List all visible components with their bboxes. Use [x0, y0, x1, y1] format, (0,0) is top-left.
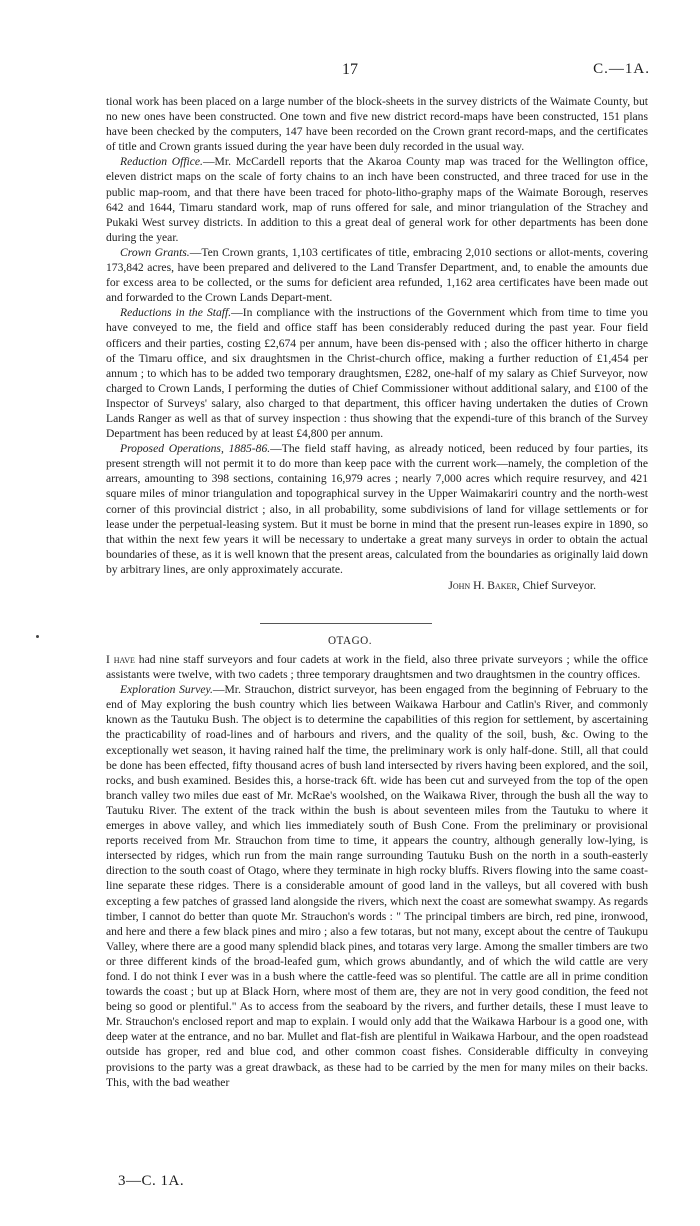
document-reference: C.—1A.: [593, 61, 650, 77]
otago-intro-text: had nine staff surveyors and four cadets at work in the field, also three private surveyors ; while the office assistants were twelve, with two cadets ; three temporary draughtsmen and two draughtsmen in the country offices.: [106, 653, 648, 682]
paragraph-otago-intro: [106, 652, 648, 682]
otago-heading: OTAGO.: [327, 635, 373, 647]
signature-name: John H. Baker: [448, 579, 517, 592]
signature-title: , Chief Surveyor.: [516, 579, 596, 592]
page-header: [0, 62, 700, 82]
reduction-office-heading: Reduction Office.: [120, 155, 203, 169]
page-number: 17: [342, 61, 358, 78]
paragraph-intro-text: tional work has been placed on a large number of the block-sheets in the survey districts of the Waimate County, but no new ones have been constructed. One town and five new district record-maps have been constructed, 151 plans have been checked by the computers, 147 have been recorded on the Crown grant record-maps, and the certificates of title and Crown grants issued during the year have been duly recorded in the usual way.: [106, 95, 648, 154]
canterbury-section: [106, 94, 648, 593]
section-divider: [260, 623, 432, 624]
otago-section: [106, 652, 648, 1090]
staff-reductions-text: —In compliance with the instructions of the Government which from time to time you have conveyed to me, the field and office staff has been considerably reduced during the past year. Four field officers and their parties, costing £2,674 per annum, have been dis-pensed with ; also the officer hitherto in charge of the Timaru office, and six draughtsmen in the Christ-church office, making a further reduction of £1,454 per annum ; to which has to be added two temporary draughtsmen, £282, one-half of my salary as Chief Surveyor, now charged to Crown Lands, I performing the duties of Chief Commissioner without additional salary, and £100 of the Inspector of Surveys' salary, also charged to that department, this officer having undertaken the duties of Crown Lands Ranger as well as that of survey inspection : thus showing that the expendi-ture of this branch of the Survey Department has been reduced by at least £4,800 per annum.: [106, 306, 648, 441]
signature-mark: 3—C. 1A.: [118, 1173, 185, 1189]
reduction-office-text: —Mr. McCardell reports that the Akaroa County map was traced for the Wellington office, eleven district maps on the scale of forty chains to an inch have been constructed, and three traced for use in the public map-room, and that there have been traced for photo-litho-graphy maps of the Waimate Borough, reserves 642 and 1644, Timaru standard work, map of runs offered for sale, and minor triangulation of the Strachey and Pukaki West survey districts. In addition to this a great deal of general work for other departments has been done during the year.: [106, 155, 648, 244]
signature-line: [106, 578, 648, 593]
paragraph-proposed-operations: [106, 441, 648, 577]
exploration-survey-heading: Exploration Survey.: [120, 683, 213, 697]
staff-reductions-heading: Reductions in the Staff.: [120, 306, 232, 320]
crown-grants-text: —Ten Crown grants, 1,103 certificates of title, embracing 2,010 sections or allot-ments, covering 173,842 acres, have been prepared and delivered to the Land Transfer Department, and, to enable the amounts due for excess area to be collected, or the sums for deficient area refunded, 1,162 area certificates have been made out and forwarded to the Crown Lands Depart-ment.: [106, 245, 648, 305]
paragraph-exploration-survey: [106, 682, 648, 1090]
crown-grants-heading: Crown Grants.: [120, 245, 190, 259]
otago-intro-lead: I have: [106, 653, 135, 666]
paragraph-intro: [106, 94, 648, 154]
paragraph-crown-grants: [106, 245, 648, 305]
paragraph-reduction-office: [106, 154, 648, 245]
proposed-operations-text: —The field staff having, as already noticed, been reduced by four parties, its present strength will not permit it to do more than keep pace with the current work—namely, the completion of the arrears, amounting to 398 sections, containing 16,979 acres ; nearly 7,000 acres which require resurvey, and 421 square miles of minor triangulation and topographical survey in the Upper Waimakariri country and the north-west corner of this provincial district ; also, in all probability, some subdivisions of land for village settlements or for lease under the perpetual-leasing system. But it must be borne in mind that the present run-leases expire in 1890, so that within the next few years it will be necessary to undertake a great many surveys in order to obtain the actual boundaries of these, as it is well known that the present areas, calculated from the boundaries as originally laid down by arbitrary lines, are only approximately accurate.: [106, 442, 648, 576]
proposed-operations-heading: Proposed Operations, 1885-86.: [120, 442, 271, 456]
paragraph-staff-reductions: [106, 305, 648, 441]
exploration-survey-text: —Mr. Strauchon, district surveyor, has been engaged from the beginning of February to the end of May exploring the bush country which lies between Waikawa Harbour and Catlin's River, and commonly known as the Tautuku Bush. The object is to determine the capabilities of this region for settlement, by ascertaining the practicability of road-lines and of harbours and rivers, and the quality of the soil, bush, &c. Owing to the exceptionally wet season, it having rained half the time, the preliminary work is only half-done. Still, all that could be done has been effected, fifty thousand acres of bush land intersected by rivers having been explored, and the soil, rocks, and bush examined. Besides this, a horse-track 6ft. wide has been cut and surveyed from the top of the open branch valley two miles due east of Mr. McRae's woolshed, on the Waikawa River, through the bush all the way to Tautuku River. The extent of the track within the bush is about seventeen miles from the Tautuku to where it emerges in above valley, and which lies immediately south of Bush Cone. From the preliminary or provisional reports received from Mr. Strauchon from time to time, it appears the country, although generally low-lying, is intersected by ridges, which run from the main range surrounding Tautuku Bush on the north in a south-easterly direction to the south coast of Otago, where they terminate in high rocky bluffs. Rivers flowing into the same coast-line separate these ridges. There is a considerable amount of good land in the valleys, but all covered with bush excepting a few patches of grassed land alongside the rivers, which next the coast are somewhat swampy. As regards timber, I cannot do better than quote Mr. Strauchon's words : " The principal timbers are birch, red pine, ironwood, and here and there a few black pines and miro ; also a few totaras, but not many, except about the centre of Taukupu Valley, where there are a good many splendid black pines, and totaras very large. Among the smaller timbers are two or three different kinds of the broad-leafed gum, which grows abundantly, and of which the wild cattle are very fond. I do not think I ever was in a bush where the cattle-feed was so plentiful. The cattle are all in prime condition towards the coast ; but up at Black Horn, where most of them are, they are not in very good condition, the feed not being so good or plentiful." As to access from the seaboard by the rivers, and further details, these I must leave to Mr. Strauchon's enclosed report and map to explain. I would only add that the Waikawa Harbour is a good one, with deep water at the entrance, and no bar. Mullet and flat-fish are plentiful in Waikawa Harbour, and the open roadstead outside has groper, red and blue cod, and other common coast fishes. Considerable difficulty in conveying provisions to the party was a great drawback, as these had to be carried by the men for many miles on their backs. This, with the bad weather: [106, 683, 648, 1089]
